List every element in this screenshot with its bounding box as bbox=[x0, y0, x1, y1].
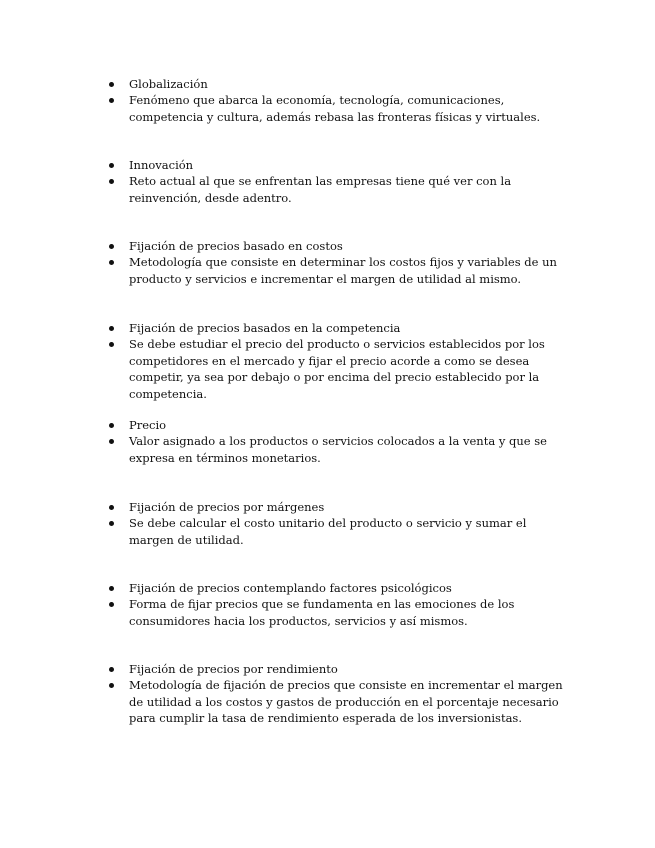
glossary-entry-innovacion bbox=[107, 157, 567, 206]
glossary-entry-globalizacion bbox=[107, 76, 567, 125]
term-text: Globalización bbox=[129, 77, 208, 91]
glossary-entry-precios-competencia bbox=[107, 320, 567, 402]
definition-item bbox=[107, 92, 567, 125]
definition-text: Forma de fijar precios que se fundamenta en las emociones de los consumidores hacia los productos, servicios y así mismos. bbox=[129, 597, 515, 628]
term-item bbox=[107, 320, 567, 336]
definition-text: Fenómeno que abarca la economía, tecnología, comunicaciones, competencia y cultura, además rebasa las fronteras físicas y virtuales. bbox=[129, 93, 541, 124]
definition-item bbox=[107, 173, 567, 206]
definition-text: Valor asignado a los productos o servicios colocados a la venta y que se expresa en términos monetarios. bbox=[129, 434, 547, 465]
definition-item bbox=[107, 433, 567, 466]
term-text: Fijación de precios por márgenes bbox=[129, 500, 325, 514]
term-item bbox=[107, 499, 567, 515]
glossary-entry-precio bbox=[107, 417, 567, 466]
definition-item bbox=[107, 254, 567, 287]
term-text: Innovación bbox=[129, 158, 194, 172]
term-text: Fijación de precios basados en la competencia bbox=[129, 321, 401, 335]
term-text: Fijación de precios por rendimiento bbox=[129, 662, 338, 676]
definition-text: Metodología que consiste en determinar los costos fijos y variables de un producto y servicios e incrementar el margen de utilidad al mismo. bbox=[129, 255, 557, 286]
glossary-entry-precios-rendimiento bbox=[107, 661, 567, 727]
term-text: Fijación de precios contemplando factores psicológicos bbox=[129, 581, 452, 595]
term-text: Precio bbox=[129, 418, 167, 432]
definition-item bbox=[107, 596, 567, 629]
definition-item bbox=[107, 515, 567, 548]
definition-text: Se debe calcular el costo unitario del producto o servicio y sumar el margen de utilidad. bbox=[129, 516, 527, 547]
glossary-entry-precios-psicologicos bbox=[107, 580, 567, 629]
term-item bbox=[107, 76, 567, 92]
glossary-entry-precios-margenes bbox=[107, 499, 567, 548]
term-item bbox=[107, 661, 567, 677]
term-item bbox=[107, 157, 567, 173]
term-item bbox=[107, 238, 567, 254]
definition-text: Se debe estudiar el precio del producto o servicios establecidos por los competidores en el mercado y fijar el precio acorde a como se desea competir, ya sea por debajo o por encima del precio establecido por la competencia. bbox=[129, 337, 545, 401]
definition-item bbox=[107, 336, 567, 402]
glossary-entry-precios-costos bbox=[107, 238, 567, 287]
definition-item bbox=[107, 677, 567, 726]
term-text: Fijación de precios basado en costos bbox=[129, 239, 343, 253]
term-item bbox=[107, 580, 567, 596]
definition-text: Metodología de fijación de precios que consiste en incrementar el margen de utilidad a los costos y gastos de producción en el porcentaje necesario para cumplir la tasa de rendimiento esperada de los inversionistas. bbox=[129, 678, 563, 726]
term-item bbox=[107, 417, 567, 433]
definition-text: Reto actual al que se enfrentan las empresas tiene qué ver con la reinvención, desde adentro. bbox=[129, 174, 512, 205]
